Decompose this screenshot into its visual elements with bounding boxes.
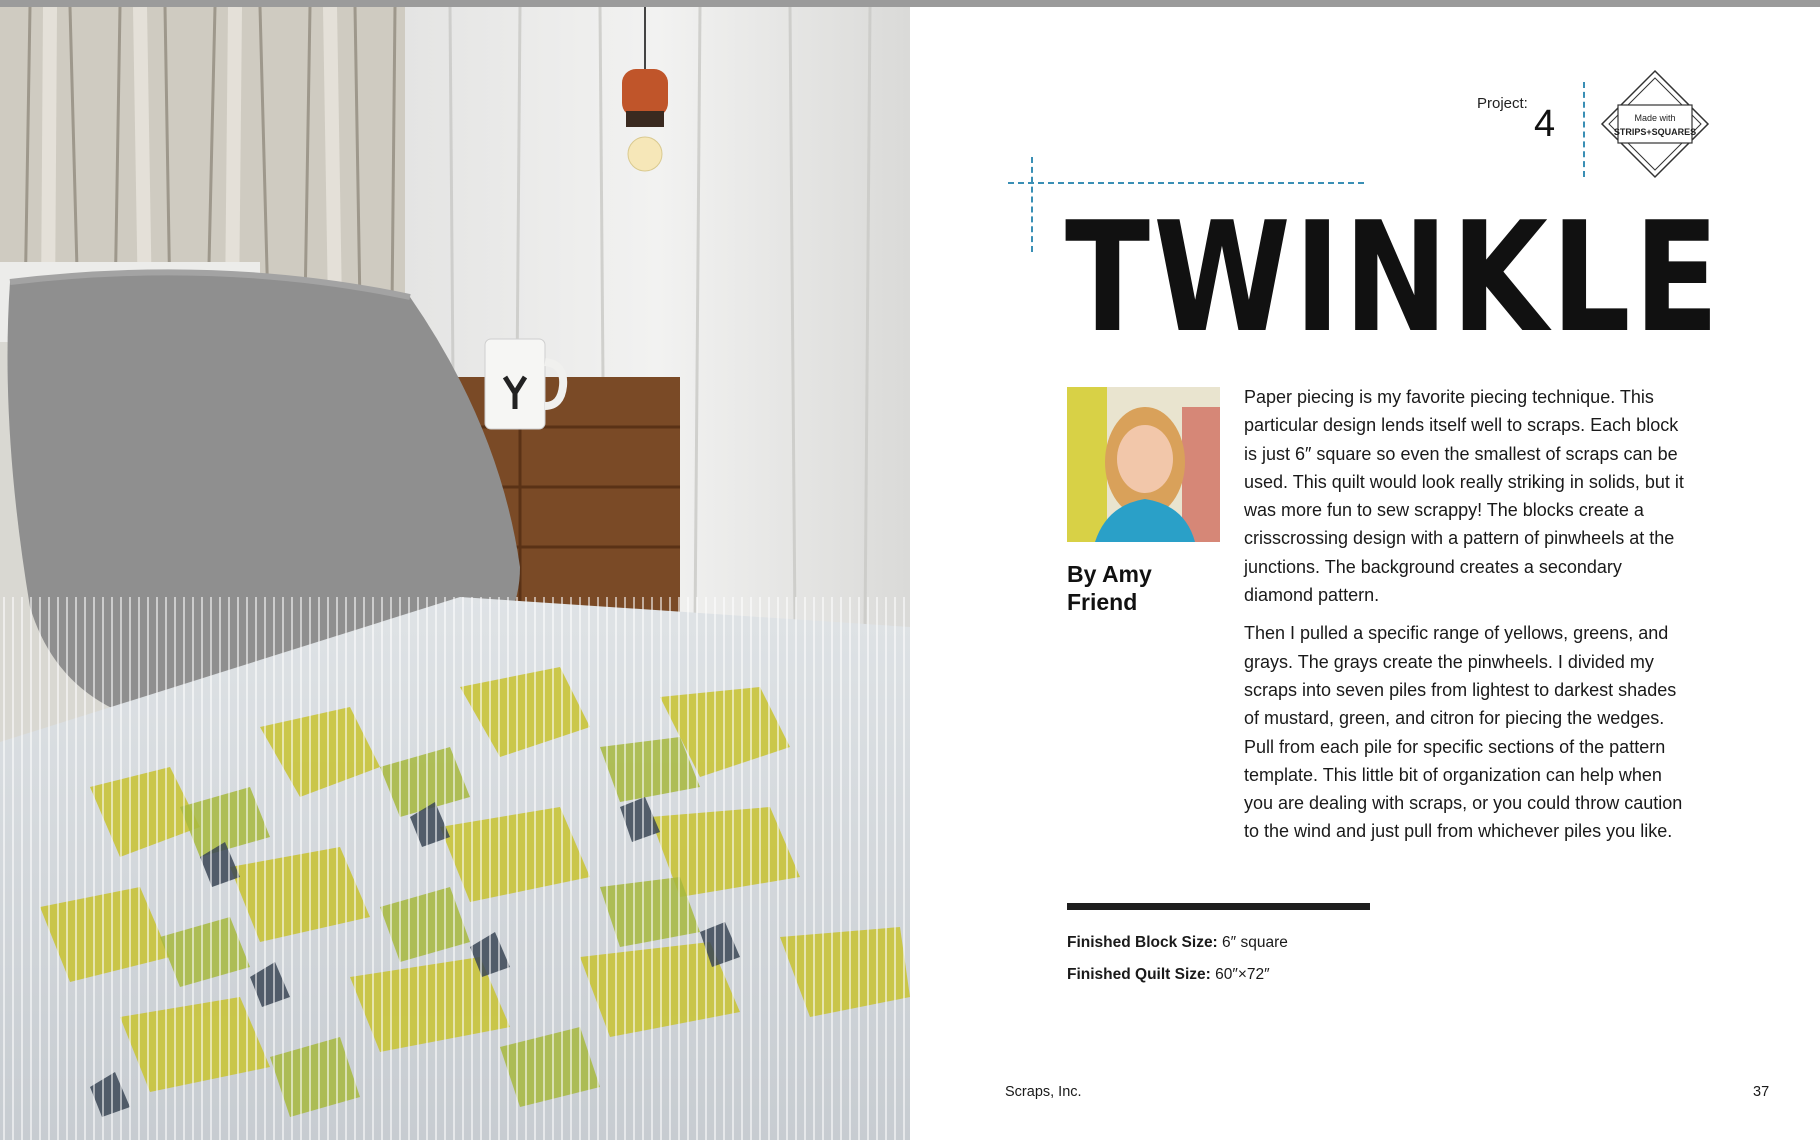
- finished-block-size: [1067, 934, 1288, 952]
- project-label: Project:: [1477, 95, 1528, 112]
- bedroom-quilt-photo: [0, 7, 910, 1140]
- author-line1: By Amy: [1067, 561, 1152, 587]
- author-byline: [1067, 560, 1217, 616]
- divider-dashed: [1583, 82, 1585, 177]
- project-number: 4: [1534, 103, 1556, 145]
- article-title: TWINKLE: [1065, 189, 1723, 366]
- badge-line2: STRIPS+SQUARES: [1613, 127, 1697, 137]
- badge-line1: Made with: [1634, 113, 1676, 123]
- spec-label: Finished Block Size:: [1067, 934, 1218, 951]
- body-paragraph: Paper piecing is my favorite piecing technique. This particular design lends itself well to scraps. Each block is just 6″ square so even the smallest of scraps can be used. This quilt would look really striking in solids, but it was more fun to sew scrappy! The blocks create a crisscrossing design with a pattern of pinwheels at the junctions. The background creates a secondary diamond pattern.: [1244, 387, 1684, 606]
- section-rule: [1067, 903, 1370, 910]
- light-bulb: [628, 137, 662, 171]
- title-corner-dash-horizontal: [1008, 182, 1364, 184]
- title-corner-dash-vertical: [1031, 157, 1033, 252]
- photo-illustration: [0, 7, 910, 1140]
- lamp-socket: [622, 69, 668, 117]
- author-line2: Friend: [1067, 589, 1138, 615]
- spec-value: 6″ square: [1217, 934, 1288, 951]
- magazine-spread: [0, 7, 1820, 1140]
- author-portrait: [1067, 387, 1220, 542]
- deer-mug: [485, 339, 545, 429]
- body-paragraph: Then I pulled a specific range of yellows, greens, and grays. The grays create the pinwheels. I divided my scraps into seven piles from lightest to darkest shades of mustard, green, and citron for piecing the wedges. Pull from each pile for specific sections of the pattern template. This little bit of organization can help when you are dealing with scraps, or you could throw caution to the wind and just pull from whichever piles you like.: [1244, 623, 1683, 842]
- article-body: [1244, 383, 1694, 856]
- strips-squares-badge: [1600, 69, 1710, 179]
- finished-quilt-size: [1067, 966, 1270, 984]
- book-title-footer: Scraps, Inc.: [1005, 1084, 1082, 1100]
- spec-label: Finished Quilt Size:: [1067, 966, 1211, 983]
- article-page: [910, 7, 1820, 1140]
- page-number: 37: [1753, 1084, 1770, 1100]
- spec-value: 60″×72″: [1210, 966, 1270, 983]
